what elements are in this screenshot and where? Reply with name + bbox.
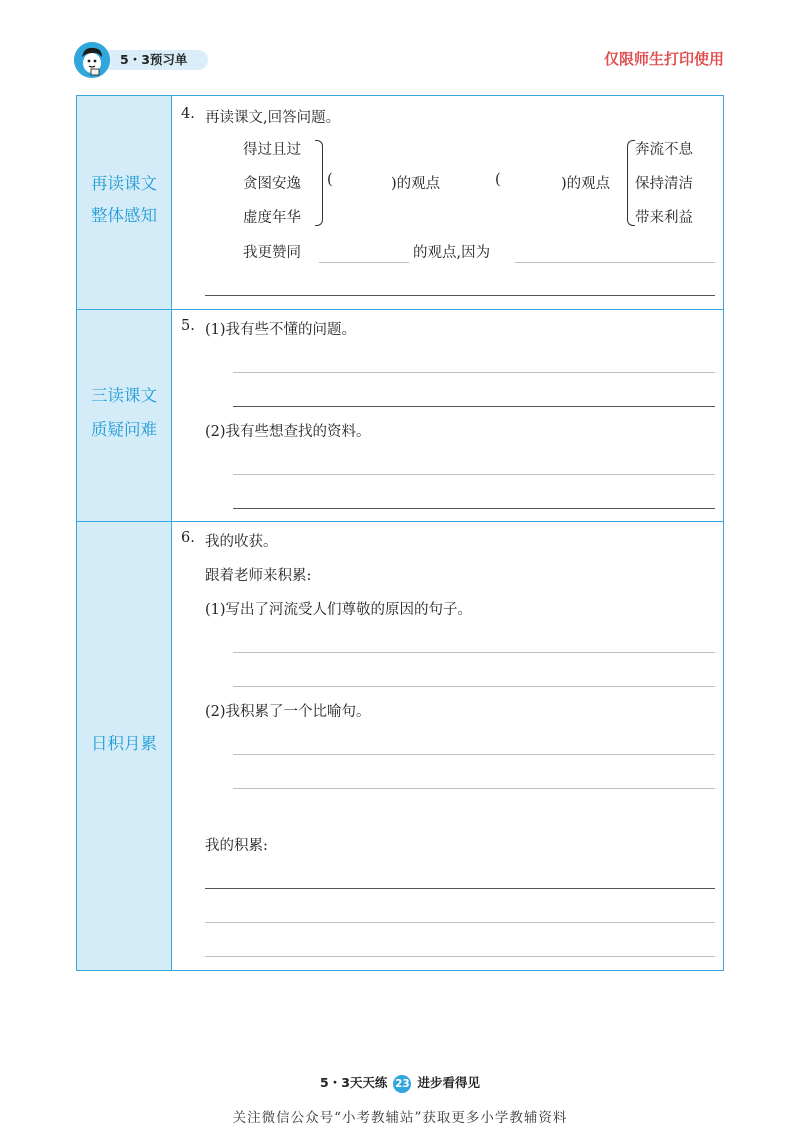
answer-line[interactable] xyxy=(205,922,715,923)
page-footer xyxy=(0,1073,800,1093)
follow-teacher: 跟着老师来积累: xyxy=(205,568,312,584)
answer-line[interactable] xyxy=(233,474,715,475)
right-item: 带来利益 xyxy=(635,210,693,226)
question-text: 再读课文,回答问题。 xyxy=(205,110,341,126)
sub-question-2: (2)我有些想查找的资料。 xyxy=(205,424,371,440)
answer-line[interactable] xyxy=(515,262,715,263)
section-read-third xyxy=(77,309,723,521)
side-label-line2: 质疑问难 xyxy=(91,420,157,439)
blank-close-viewpoint: )的观点 xyxy=(561,176,611,192)
footer-right: 进步看得见 xyxy=(417,1075,480,1090)
answer-line[interactable] xyxy=(205,956,715,957)
worksheet xyxy=(76,95,724,971)
right-brace xyxy=(627,140,635,226)
header-badge xyxy=(74,42,214,78)
print-notice: 仅限师生打印使用 xyxy=(603,50,724,68)
sub-question-1: (1)我有些不懂的问题。 xyxy=(205,322,357,338)
footer-left: 5・3天天练 xyxy=(320,1075,388,1090)
sub-question-2: (2)我积累了一个比喻句。 xyxy=(205,704,371,720)
left-item: 得过且过 xyxy=(243,142,301,158)
right-item: 奔流不息 xyxy=(635,142,693,158)
left-item: 贪图安逸 xyxy=(243,176,301,192)
question-number: 6. xyxy=(181,530,195,546)
question-number: 5. xyxy=(181,318,195,334)
left-item: 虚度年华 xyxy=(243,210,301,226)
answer-line[interactable] xyxy=(205,295,715,296)
blank-open: ( xyxy=(495,172,501,188)
agree-prefix: 我更赞同 xyxy=(243,245,301,261)
right-item: 保持清洁 xyxy=(635,176,693,192)
mascot-icon xyxy=(74,42,110,78)
answer-line[interactable] xyxy=(319,262,409,263)
side-label: 日积月累 xyxy=(91,734,157,753)
side-label-line2: 整体感知 xyxy=(91,206,157,225)
footer-note: 关注微信公众号“小考教辅站”获取更多小学教辅资料 xyxy=(232,1110,568,1126)
section-read-again xyxy=(77,96,723,309)
sub-question-1: (1)写出了河流受人们尊敬的原因的句子。 xyxy=(205,602,473,618)
answer-line[interactable] xyxy=(233,754,715,755)
blank-open: ( xyxy=(327,172,333,188)
answer-line[interactable] xyxy=(233,406,715,407)
answer-line[interactable] xyxy=(233,652,715,653)
answer-line[interactable] xyxy=(233,686,715,687)
answer-line[interactable] xyxy=(233,508,715,509)
section-sidebar xyxy=(77,96,172,309)
answer-line[interactable] xyxy=(233,788,715,789)
agree-suffix: 的观点,因为 xyxy=(413,245,491,261)
section-accumulate xyxy=(77,521,723,970)
side-label-line1: 再读课文 xyxy=(91,174,157,193)
section-sidebar xyxy=(77,522,172,970)
page-number: 23 xyxy=(393,1075,411,1093)
side-label-line1: 三读课文 xyxy=(91,386,157,405)
question-number: 4. xyxy=(181,106,195,122)
answer-line[interactable] xyxy=(205,888,715,889)
answer-line[interactable] xyxy=(233,372,715,373)
badge-label: 5・3预习单 xyxy=(96,50,208,70)
my-accumulation: 我的积累: xyxy=(205,838,268,854)
question-text: 我的收获。 xyxy=(205,534,278,550)
left-brace xyxy=(315,140,323,226)
blank-close-viewpoint: )的观点 xyxy=(391,176,441,192)
section-sidebar xyxy=(77,310,172,521)
